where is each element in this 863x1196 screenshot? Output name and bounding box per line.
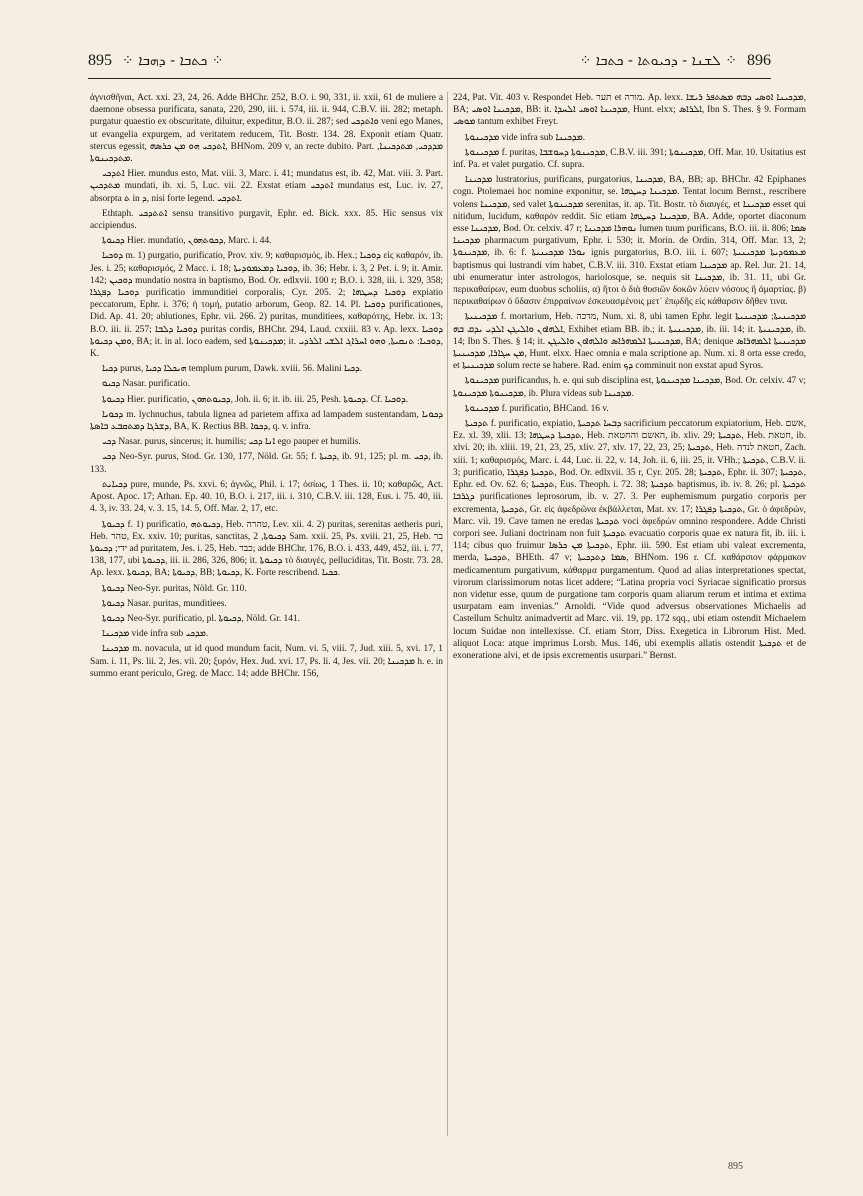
dictionary-entry: ܡܕܟܝܢܝܬܐ f. mortarium, Heb. מדכה, Num. xi. 8, ubi tamen Ephr. legit ܡܕܟܝܢܝܬܐ; ܡܕܟܝܢܝܬܐ ܐܠܗܐܘܢ ܘܐܠܝܓܢ ܐܠܕܝ ܝܕܩ ܒܗ, Exhibet etiam BB. ib.; it. ܡܕܟܝܢܝܬܐ, ib. iii. 14; it. ܡܕܟܝܢܝܬܐ, ib. 14; Ibn S. Thes. § 14; it. ܡܕܟܝܢܝܬܐ ܐܠܡܗܪܐܣ ܘܐܠܗܐܘܢ ܘܐܠܝܓܢ, BA; denique ܡܕܟܝܢܝܬܐ ܐܠܡܗܪܐܣ ܡܢ ܚܓܐܪܐ, ܡܕܟܝܢܝܬܐ, Hunt. elxx. Haec omnia e mala scriptione ap. Num. xi. 8 orta esse credo, et ܡܕܟܝܢܝܬܐ solum recte se habere. Rad. enim ܕܟ comminuit non exstat apud Syros.: [453, 312, 806, 372]
dictionary-entry: ܕܟܘܝܐ m. lychnuchus, tabula lignea ad parietem affixa ad lampadem sustentandam, ܕܟܘܝܐ ܕܫܪܓܐ ܕܡܬܩܒܥ ܒܐܣܬܐ, BA, K. Rectius BB. ܕܟܘܐ, q. v. infra.: [90, 409, 443, 433]
dictionary-entry: ܕܟܝܘܬܐ Neo-Syr. puritas, Nöld. Gr. 110.: [102, 583, 247, 594]
dictionary-entry: ܕܟܝܘܬܐ Hier. mundatio, ܕܟܘܬܗܘܢ, Marc. i. 44.: [102, 236, 272, 247]
header-right: [580, 52, 771, 70]
right-column: [453, 92, 806, 1136]
dictionary-entry: ܕܟܝܘܬܐ f. 1) purificatio, ܕܟܝܘܬܗ, Heb. טהרה, Lev. xii. 4. 2) puritas, serenitas aetheris puri, Heb. טהר, Ex. xxiv. 10; puritas, sanctitas, ܕܟܝܘܬܐ, 2 Sam. xxii. 25, Ps. xviii. 21, 25, Heb. בר ידי; ܕܟܝܘܬܐ ad puritatem, Jes. i. 25, Heb. כבר; adde BHChr. 176, B.O. i. 433, 449, 452, iii. i. 77, 138, 177, ubi ܕܟܝܘܬܐ, iii. ii. 286, 326, 806; it. ܕܟܝܘܬܐ τὸ διαυγές, pelluciditas, Tit. Bostr. 73. 28. Ap. lexx. ܕܟܝܘܬܐ, BA; ܕܟܝܘܬܐ, BB; ܕܟܝܘܬܐ, K. Forte rescribend. ܟܟܝܐ.: [90, 519, 443, 579]
dictionary-entry: 224, Pat. Vit. 403 v. Respondet Heb. תער et מורה. Ap. lexx. ܡܕܟܝܢܐ ܐܘܣܝ ܕܒܗ ܡܣܬܦܪ ܪܝܫܐ, BA; ܡܕܟܝܢܐ ܐܘܣܝ, BB: it. ܡܕܟܝܢܐ ܐܘܣܝ ܐܠܚܕܐ, Hunt. elxx; ܐܠܪܐܣ, Ibn S. Thes. § 9. Formam ܡܘܣܝ tantum exhibet Freyt.: [453, 93, 806, 128]
dictionary-entry: ܕܟܝ Nasar. purus, sincerus; it. humilis; ܐܢܐ ܕܟܝ ego pauper et humilis.: [102, 437, 361, 448]
dictionary-entry: ܕܟܝܘܬܐ Nasar. puritas, munditiees.: [102, 598, 227, 609]
right-running-title: ⁘ ܠܫܢܐ - ܕܟܝܘܬܐ - ܟܬܒܐ ⁘: [579, 53, 737, 69]
dictionary-entry: ܡܕܟܝܢܘܬܐ vide infra sub ܡܕܟܝܢܐ.: [465, 132, 586, 143]
dictionary-entry: ܡܕܟܝܢܐ lustratorius, purificans, purgatorius, ܡܕܟܝܢܐ, BA, BB; ap. BHChr. 42 Epiphanes cogn. Ptolemaei hoc nomine exponitur, se. ܡܕܟܝܢܐ ܕܚܛܗܐ. Tentat locum Bernst., rescribere volens ܡܕܟܝܢܐ, sed valet ܡܕܟܝܢܘܬܐ serenitas, it. ap. Tit. Bostr. τὸ διαυγές, et ܡܕܟܝܢܐ esset qui nitidum, lucidum, καθαρὸν reddit. Sic etiam ܡܕܟܝܢܐ ܕܚܛܗܐ, BA. Adde, oportet diaconum esse ܡܕܟܝܢܐ, Bod. Or. celxiv. 47 r; ܢܘܗܪܐ ܡܕܟܝܢܐ lumen tuum purificans, B.O. iii. ii. 806; ܣܡܐ ܡܕܟܝܢܐ pharmacum purgativum, Ephr. i. 530; it. Morin. de Ordin. 314, Off. Mar. 13, 2; ܡܕܟܝܢܘܬܐ, ib. 6: f. ܢܘܪܐ ܡܕܟܝܢܝܬܐ ignis purgatorius, B.O. iii. i. 607; ܡܥܡܘܕܝܬܐ ܡܕܟܝܢܝܬܐ baptismus qui lustrandi vim habet, C.B.V. iii. 310. Exstat etiam ܡܕܟܝܢܐ ap. Rel. Jur. 21. 14, ubi enumeratur inter astrologos, hariolosque, se. nequis sit ܡܕܟܝܢܐ, ib. 31. 11, ubi Gr. περικαθαίρων, eum duobus scholiis, α) ἤτοι ὁ διὰ θυσιῶν δοκῶν λύειν νόσους ἢ ἁμαρτίας. β) περικαθαίρων ὁ ὕδασιν ἐπιρραίνων ἐσκευασμένοις μετ᾽ ἐπῳδῆς εἰς κάθαρσιν δῆθεν τινα.: [453, 175, 806, 308]
page-header: [88, 50, 771, 72]
dictionary-entry: Ethtaph. ܐܬܬܕܟܝ sensu transitivo purgavit, Ephr. ed. Bick. xxx. 85. Hic sensus vix accipiendus.: [90, 208, 443, 232]
column-divider: [447, 92, 448, 1136]
dictionary-entry: ܡܕܟܝܢܘܬܐ f. puritas, ܡܕܟܝܢܘܬܐ ܕܚܘܫܒܐ, C.B.V. iii. 391; ܡܕܟܝܢܘܬܐ, Off. Mar. 10. Usitatius est inf. Pa. et valet purgatio. Cf. supra.: [453, 147, 806, 171]
header-rule: [88, 78, 771, 79]
dictionary-entry: ܕܟܝܐ purus, ܗܝܟܠܐ ܕܟܝܐ templum purum, Dawk. xviii. 56. Malini ܕܟܝܐ.: [102, 364, 363, 375]
dictionary-entry: ܡܕܟܝܢܘܬܐ purificandus, h. e. qui sub disciplina est, ܡܕܟܝܢܐ ܡܕܟܝܢܘܬܐ, Bod. Or. celxiv. 47 v; ܡܕܟܝܢܘܬܐ ܡܕܟܝܢܘܬܐ, ib. Plura videas sub ܡܕܟܝܢܐ.: [453, 376, 806, 399]
right-page-number: 896: [747, 52, 771, 69]
dictionary-entry: ܡܕܟܝܢܐ m. novacula, ut id quod mundum facit, Num. vi. 5, viii. 7, Jud. xiii. 5, xvi. 17, 1 Sam. i. 11, Ps. lii. 2, Jes. vii. 20; ξυρόν, Hex. Jud. xvi. 17, Ps. li. 4, Jes. vii. 20; ܡܕܟܝܢܐ h. e. in summo erant periculo, Greg. de Macc. 14; adde BHChr. 156,: [90, 644, 443, 679]
left-column: [90, 92, 443, 1136]
dictionary-entry: ܕܟܝܐܝܬ pure, munde, Ps. xxvi. 6; ἁγνῶς, Phil. i. 17; ὁσίως, 1 Thes. ii. 10; καθαρῶς, Act. Apost. Apoc. 17; Athan. Ep. 40. 10, B.O. i. 217, iii. i. 310, C.B.V. iii. 128, Eus. i. 75. 40, iii. 4. 3, iv. 33. 24, v. 3. 15, 14. 5, Off. Mar. 2, 17, etc.: [90, 479, 443, 515]
dictionary-entry: ܕܟܝܘܬܐ Neo-Syr. purificatio, pl. ܕܟܝܘܬܐ, Nöld. Gr. 141.: [102, 613, 300, 624]
dictionary-entry: ܕܘܟܝܐ m. 1) purgatio, purificatio, Prov. xiv. 9; καθαρισμός, ib. Hex.; ܕܘܟܝܐ εἰς καθαρόν, ib. Jes. i. 25; καθαρισμός, 2 Macc. i. 18; ܕܘܟܝܐ ܕܡܥܡܘܕܝܬܐ, ib. 36; Hebr. i. 3, 2 Pet. i. 9; it. Amir. 142; ܕܘܟܝܢ mundatio nostra in baptismo, Bod. Or. edlxvii. 100 r; B.O. i. 328, iii. i. 329, 358; ܕܘܟܝܐ ܕܦܓܪܐ purificatio immunditiei corporalis, Cyr. 205. 2; ܕܘܟܝܐ ܕܚܛܗܐ expiatio peccatorum, Ephr. i. 376; ἡ τομή, putatio arborum, Geop. 82. 14. Pl. ܕܘܟܝܐ purificationes, Did. Ap. 41. 20; ablutiones, Ephr. vii. 266. 2) puritas, munditiees, καθαρότης, Hebr. ix. 13; B.O. iii. ii. 257; ܕܘܟܝܐ ܕܠܒܐ puritas cordis, BHChr. 294, Laud. cxxiii. 83 v. Ap. lexx. ܕܘܟܝܐ ܘܡܢ ܕܟܝܘܬܐ, BA; it. in al. loco eadem, sed ܡܕܟܝܢܘܬܐ; it. ܕܘܟܝܐ: ܬܢܩܝܬܐ, ܘܗܘ ܐܚܪܐܓ ܐܠܫܝ ܐܠܪܕܝ, K.: [90, 251, 443, 360]
dictionary-entry: ἁγνισθῆναι, Act. xxi. 23, 24, 26. Adde BHChr. 252, B.O. i. 90, 331, ii. xxii, 61 de muliere a daemone obsessa purificata, sanata, 220, 290, iii. i. 574, iii. ii. 944, C.B.V. iii. 282; metaph. purgatur quaestio ex obscuritate, diluitur, expeditur, B.O. ii. 287; sed ܘܐܬܕܟܝ veni ego Manes, ut evangelia expurgem, ad veritatem reducem, Tit. Bostr. 134. 28. Exponit etiam Quatr. stercus egessit, ܐܬܕܟܝ ܗܘ ܡܢ ܟܪܣܗ, BHNom. 209 v, an recte dubito. Part. ܡܕܕܟܝ, ܡܬܕܟܝܢܐ, ܡܬܕܟܝܢܘܬܐ.: [90, 93, 443, 165]
dictionary-entry: ܬܕܟܝܬܐ f. purificatio, expiatio, ܕܒܚܐ ܬܕܟܝܬܐ sacrificium peccatorum expiatorium, Heb. אשם, Ez. xl. 39, xlii. 13; ܬܕܟܝܬܐ ܕܚܛܗܐ, Heb. האשם והחטאת, ib. xliv. 29; ܬܕܟܝܬܐ, Heb. חטאת, ib. xlvi. 20; ib. xliii. 19, 21, 23, 25, xliv. 27, xlv. 17, 22, 23, 25; ܬܕܟܝܬܐ, Heb. חטאת לנדה, Zach. xiii. 1; καθαρισμός, Marc. i. 44, Luc. ii. 22, v. 14, Joh. ii. 6, iii. 25, it. VHh.; ܬܕܟܝܬܐ, C.B.V. ii. 3; purificatio, ܬܕܟܝܬܐ ܕܦܓܪܐ, Bod. Or. edlxvii. 35 r, Cyr. 205. 28; ܬܕܟܝܬܐ, Ephr. ii. 307; ܬܕܟܝܬܐ, Ephr. ed. Ov. 62. 6; ܬܕܟܝܬܐ, Eus. Theoph. i. 72. 38; ܬܕܟܝܬܐ baptismus, ib. iv. 8. 26; pl. ܬܕܟܝܬܐ ܕܓܪܒܐ purificationes leprosorum, ib. v. 27. 3. Per euphemismum purgatio corporis per excrementa, ܬܕܟܝܬܐ, Gr. εἰς ἀφεδρῶνα ἐκβάλλεται, Mat. xv. 17; ܬܕܟܝܬܐ ܕܦܓܪܐ, Gr. ὁ ἀφεδρών, Marc. vii. 19. Cave tamen ne eredas ܬܕܟܝܬܐ voci ἀφεδρών omnino respondere. Adde Christi corpori see. Juliani doctrinam non fuit ܬܕܟܝܬܐ evacuatio corporis quae ex natura fit, ib. iii. i. 114; cibus quo fruimur ܬܕܟܝܬܐ ܡܢ ܟܪܣܐ, Ephr. iii. 590. Est etiam ubi valeat excrementa, merda, ܬܕܟܝܬܐ, BHEth. 47 v; ܣܡܐ ܕܬܕܟܝܬܐ, BHNom. 196 r. Cf. καθάρσιον φάρμακον medicamentum purgativum, κάθαρμα purgamentum. Quod ad alias interpretationes spectat, virorum clarissimorum notas licet addere; “Latina propria voci Syriacae significatio prorsus non videtur esse, quum de purgatione tam corporis quam aliarum rerum et intima et extima usurpatam eam invenias.” Arnoldi. “Vide quod adversus observationes Michaelis ad Castellum Schultz animadvertit ad Marc. vii. 19, pp. 172 sqq., ubi etiam ostendit Michaelem locum Suidae non intellexisse. Cf. etiam Storr, Diss. Exegetica in Librorum Hist. Med. aliquot Loca: atque imprimus Lorsb. Mus. 146, ubi exemplis allatis ostendit ܬܕܟܝܬܐ et de exoneratione alvi, et de ipsis excrementis usurpari.” Bernst.: [453, 419, 806, 661]
dictionary-entry: ܕܟܝܘܬܐ Hier. purificatio, ܕܟܝܘܬܗܘܢ, Joh. ii. 6; it. ib. iii. 25, Pesh. ܕܟܝܘܬܐ. Cf. ܕܘܟܝܐ.: [102, 394, 409, 405]
dictionary-entry: ܡܕܟܝܢܐ vide infra sub ܡܕܟܝ.: [102, 629, 209, 640]
dictionary-entry: ܕܟܝܘ Nasar. purificatio.: [102, 379, 190, 390]
header-left: [88, 52, 223, 70]
footer-mark: 895: [728, 1161, 743, 1172]
left-running-title: ⁘ ܟܬܒܐ - ܕܗܒܐ ⁘: [122, 53, 224, 69]
dictionary-entry: ܕܟܝ Neo-Syr. purus, Stod. Gr. 130, 177, Nöld. Gr. 55; f. ܕܟܝܬܐ, ib. 91, 125; pl. m. ܕܟܝ, ib. 133.: [90, 452, 443, 475]
left-page-number: 895: [88, 52, 112, 69]
dictionary-entry: ܐܬܕܟܝ Hier. mundus esto, Mat. viii. 3, Marc. i. 41; mundatus est, ib. 42, Mat. viii. 3. Part. ܡܬܕܟܝܢ mundati, ib. xi. 5, Luc. vii. 22. Exstat etiam ܐܬܕܟܝ mundatus est, Luc. iv. 27, absorpta ܬ in ܕ, nisi forte legend. ܐܬܕܟܝ.: [90, 169, 443, 204]
dictionary-entry: ܡܕܟܝܢܘܬܐ f. purificatio, BHCand. 16 v.: [465, 403, 609, 414]
